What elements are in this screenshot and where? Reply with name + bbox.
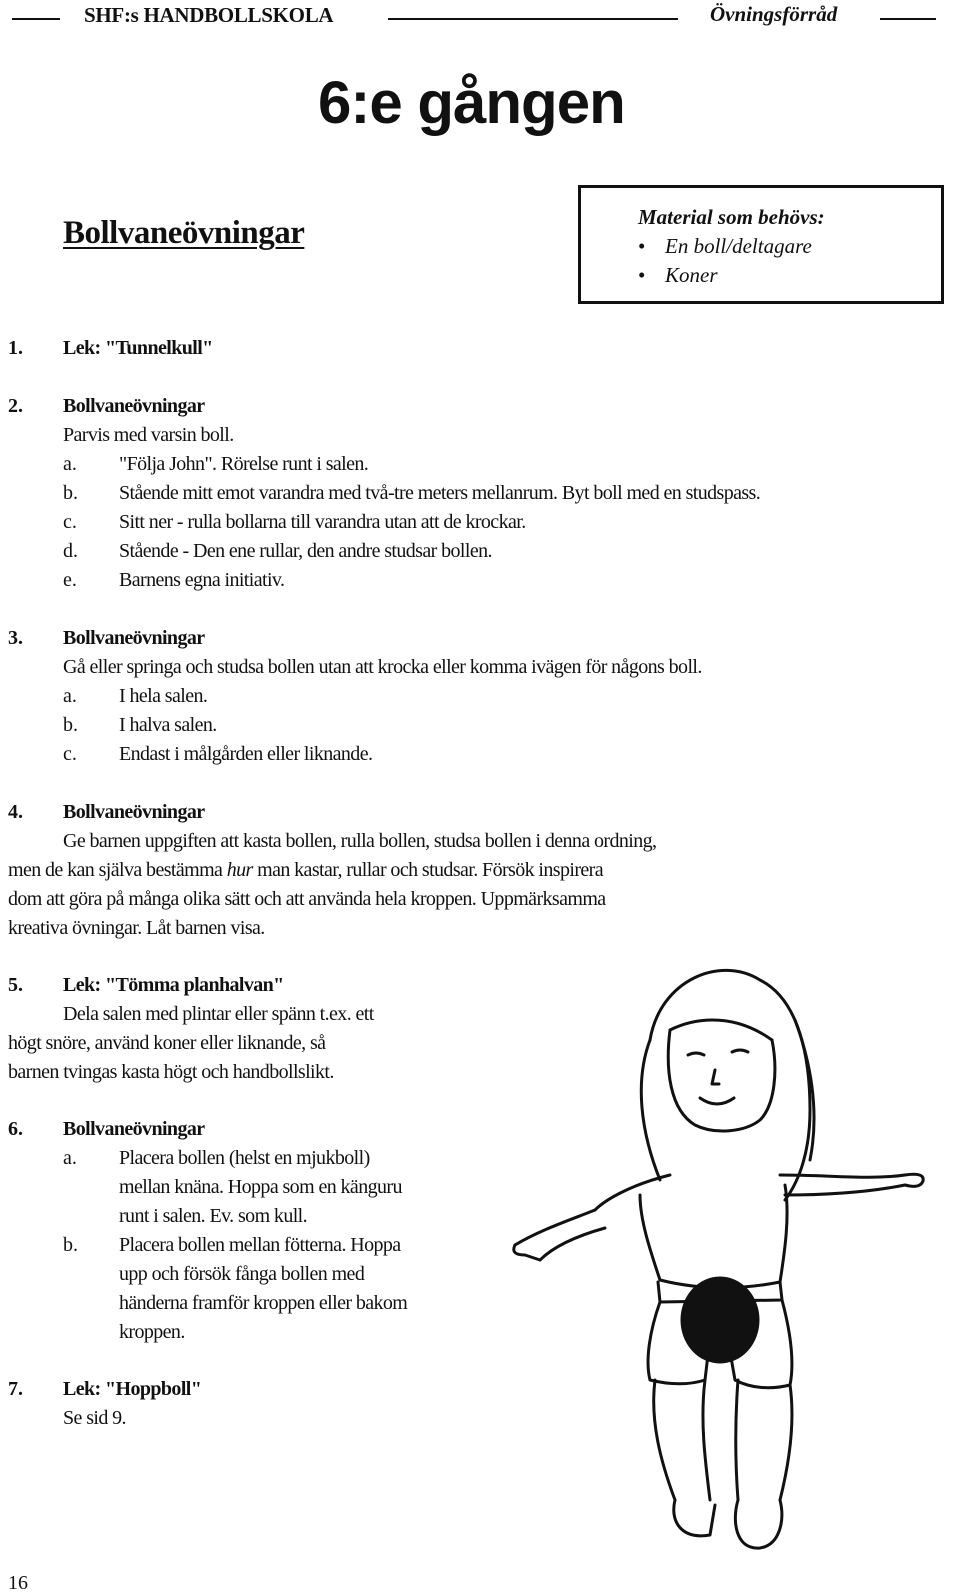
exercise-title: Bollvaneövningar bbox=[63, 395, 205, 417]
materials-item: • En boll/deltagare bbox=[638, 234, 812, 258]
arm-right bbox=[785, 1185, 905, 1195]
foot-right bbox=[735, 1500, 781, 1548]
nose bbox=[712, 1070, 719, 1084]
hand-right bbox=[905, 1174, 923, 1186]
header-rule-left bbox=[12, 18, 60, 20]
child-jumping-illustration bbox=[510, 960, 930, 1560]
exercise-number: 3. bbox=[8, 627, 23, 649]
exercise-number: 6. bbox=[8, 1118, 23, 1140]
page-number: 16 bbox=[8, 1572, 28, 1594]
exercise-number: 2. bbox=[8, 395, 23, 417]
exercise-text-line: men de kan själva bestämma hur man kastar, rullar och studsar. Försök inspirera bbox=[8, 859, 603, 881]
mouth bbox=[700, 1098, 734, 1104]
shirt bbox=[640, 1185, 787, 1288]
hair bbox=[650, 970, 810, 1200]
header-title: SHF:s HANDBOLLSKOLA bbox=[84, 3, 334, 27]
materials-heading: Material som behövs: bbox=[638, 205, 825, 229]
item-text: I hela salen. bbox=[119, 685, 208, 707]
exercise-text-line: Dela salen med plintar eller spänn t.ex. ett bbox=[63, 1003, 374, 1025]
item-text: Stående mitt emot varandra med två-tre meters mellanrum. Byt boll med en studspass. bbox=[119, 482, 761, 504]
bangs bbox=[670, 1020, 772, 1040]
exercise-text-line: Se sid 9. bbox=[63, 1407, 126, 1429]
materials-box bbox=[578, 185, 944, 304]
item-text: händerna framför kroppen eller bakom bbox=[119, 1292, 408, 1314]
hand-left bbox=[514, 1245, 540, 1260]
item-text: runt i salen. Ev. som kull. bbox=[119, 1205, 308, 1227]
exercise-text-line: dom att göra på många olika sätt och att använda hela kroppen. Uppmärksamma bbox=[8, 888, 606, 910]
exercise-title: Lek: "Tömma planhalvan" bbox=[63, 974, 284, 996]
item-text: Placera bollen (helst en mjukboll) bbox=[119, 1147, 370, 1169]
header-rule-middle bbox=[388, 18, 678, 20]
exercise-number: 7. bbox=[8, 1378, 23, 1400]
header-rule-right bbox=[880, 18, 936, 20]
item-label: a. bbox=[63, 685, 77, 707]
leg-right bbox=[736, 1380, 738, 1500]
item-text: Sitt ner - rulla bollarna till varandra utan att de krockar. bbox=[119, 511, 526, 533]
page-title: 6:e gången bbox=[318, 69, 625, 136]
header-section: Övningsförråd bbox=[710, 2, 838, 26]
item-text: Placera bollen mellan fötterna. Hoppa bbox=[119, 1234, 401, 1256]
item-text: I halva salen. bbox=[119, 714, 217, 736]
exercise-intro: Gå eller springa och studsa bollen utan att krocka eller komma ivägen för någons boll. bbox=[63, 656, 702, 678]
exercise-intro: Parvis med varsin boll. bbox=[63, 424, 234, 446]
item-label: c. bbox=[63, 743, 77, 765]
exercise-text-line: högt snöre, använd koner eller liknande, så bbox=[8, 1032, 326, 1054]
exercise-text-line: Ge barnen uppgiften att kasta bollen, rulla bollen, studsa bollen i denna ordning, bbox=[63, 830, 657, 852]
exercise-title: Lek: "Hoppboll" bbox=[63, 1378, 202, 1400]
exercise-number: 1. bbox=[8, 337, 23, 359]
materials-item: • Koner bbox=[638, 263, 718, 287]
item-text: Stående - Den ene rullar, den andre studsar bollen. bbox=[119, 540, 492, 562]
eye-right bbox=[732, 1050, 748, 1052]
exercise-text-line: barnen tvingas kasta högt och handbollslikt. bbox=[8, 1061, 334, 1083]
item-label: a. bbox=[63, 1147, 77, 1169]
item-label: b. bbox=[63, 714, 78, 736]
item-label: b. bbox=[63, 1234, 78, 1256]
item-text: upp och försök fånga bollen med bbox=[119, 1263, 365, 1285]
foot-left bbox=[674, 1500, 715, 1536]
exercise-title: Bollvaneövningar bbox=[63, 627, 205, 649]
hair bbox=[795, 1020, 814, 1160]
exercise-title: Lek: "Tunnelkull" bbox=[63, 337, 213, 359]
item-label: c. bbox=[63, 511, 77, 533]
emphasis: hur bbox=[226, 859, 253, 881]
item-text: "Följa John". Rörelse runt i salen. bbox=[119, 453, 369, 475]
ball-icon bbox=[682, 1278, 758, 1362]
item-label: d. bbox=[63, 540, 78, 562]
item-text: mellan knäna. Hoppa som en känguru bbox=[119, 1176, 402, 1198]
item-label: e. bbox=[63, 569, 77, 591]
item-text: Barnens egna initiativ. bbox=[119, 569, 285, 591]
bullet-icon: • bbox=[638, 263, 646, 287]
exercise-text-line: kreativa övningar. Låt barnen visa. bbox=[8, 917, 265, 939]
section-title: Bollvaneövningar bbox=[63, 215, 305, 251]
hair bbox=[641, 1040, 660, 1180]
item-label: b. bbox=[63, 482, 78, 504]
item-text: Endast i målgården eller liknande. bbox=[119, 743, 373, 765]
exercise-number: 4. bbox=[8, 801, 23, 823]
exercise-title: Bollvaneövningar bbox=[63, 801, 205, 823]
leg-left bbox=[654, 1380, 675, 1500]
item-label: a. bbox=[63, 453, 77, 475]
item-text: kroppen. bbox=[119, 1321, 185, 1343]
exercise-title: Bollvaneövningar bbox=[63, 1118, 205, 1140]
leg-left bbox=[703, 1380, 710, 1500]
face bbox=[668, 1030, 775, 1131]
exercise-number: 5. bbox=[8, 974, 23, 996]
arm-left bbox=[515, 1210, 595, 1245]
leg-right bbox=[780, 1385, 792, 1500]
arm-left bbox=[540, 1228, 605, 1260]
eye-left bbox=[688, 1053, 704, 1055]
bullet-icon: • bbox=[638, 234, 646, 258]
